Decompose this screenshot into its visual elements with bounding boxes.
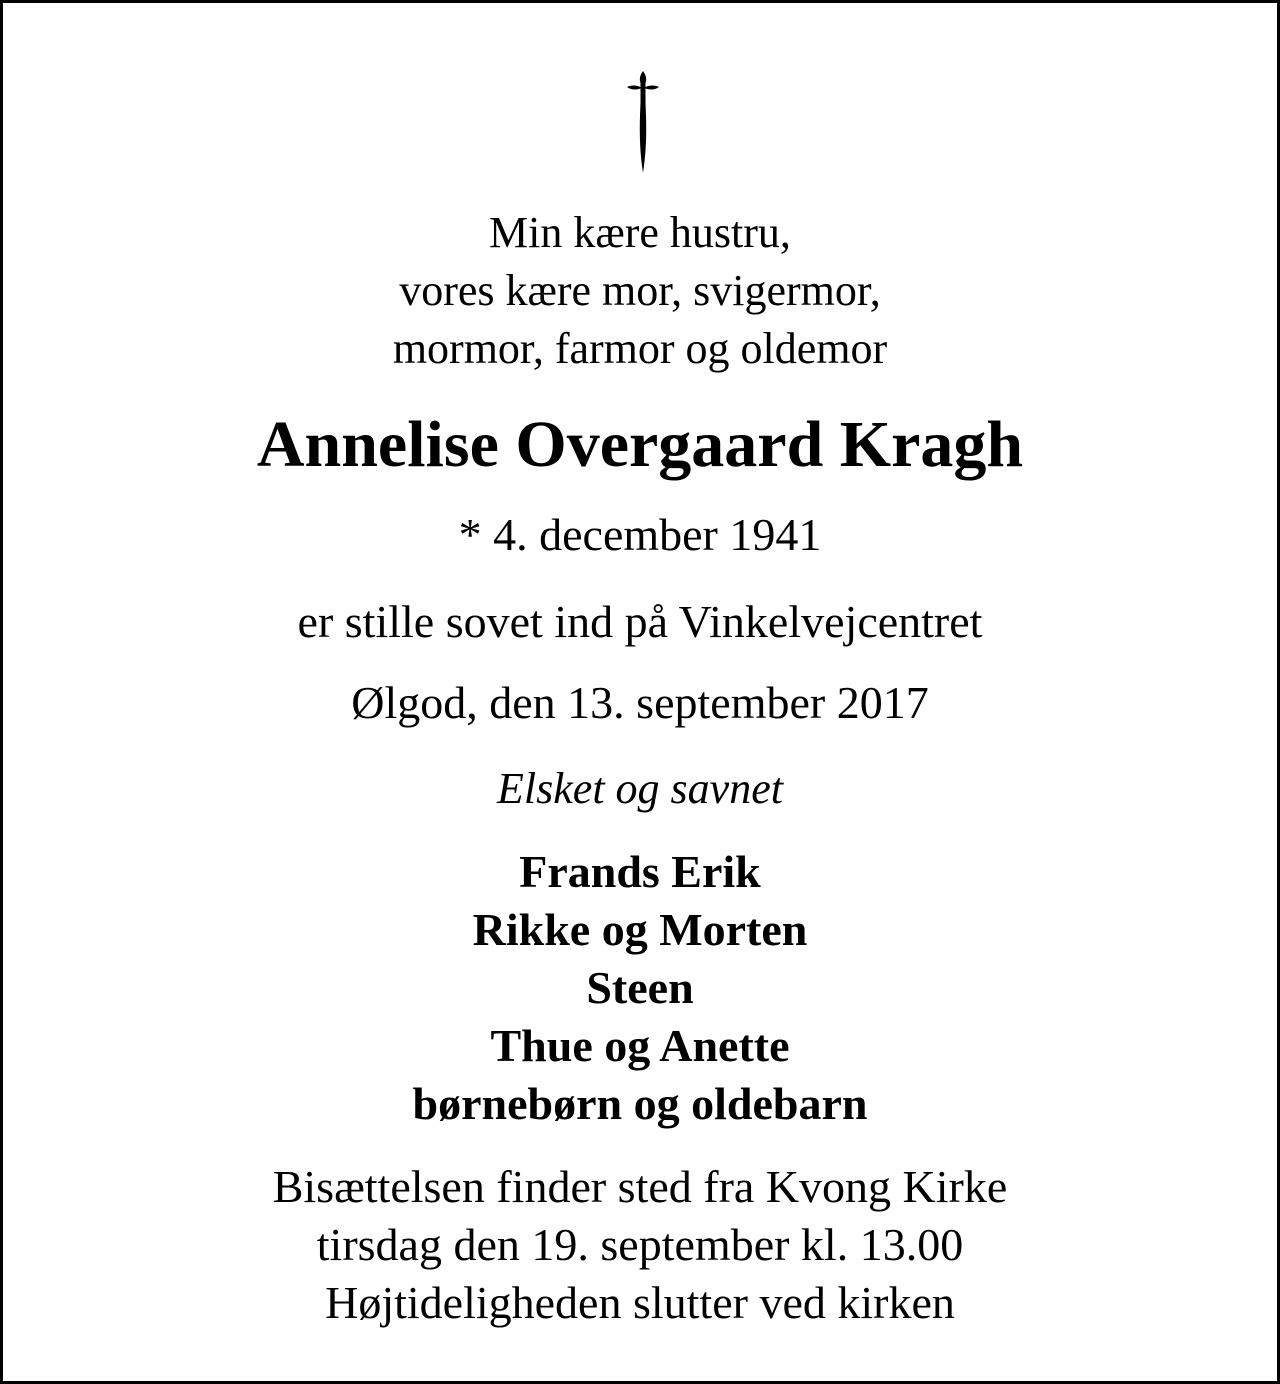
tagline: Elsket og savnet	[497, 764, 783, 813]
deceased-name: Annelise Overgaard Kragh	[256, 408, 1024, 481]
passing-text: er stille sovet ind på Vinkelvejcentret	[297, 596, 983, 647]
cross-icon	[613, 65, 673, 175]
family-line-5: børnebørn og oldebarn	[412, 1078, 868, 1129]
family-line-1: Frands Erik	[519, 846, 761, 897]
funeral-line-1: Bisættelsen finder sted fra Kvong Kirke	[272, 1161, 1008, 1212]
family-line-4: Thue og Anette	[490, 1020, 790, 1071]
intro-line-3: mormor, farmor og oldemor	[392, 324, 888, 373]
place-date: Ølgod, den 13. september 2017	[351, 677, 929, 728]
birth-date: * 4. december 1941	[458, 509, 822, 560]
family-line-3: Steen	[586, 962, 694, 1013]
family-line-2: Rikke og Morten	[472, 904, 808, 955]
intro-line-2: vores kære mor, svigermor,	[399, 266, 881, 315]
intro-line-1: Min kære hustru,	[489, 208, 791, 257]
funeral-line-3: Højtideligheden slutter ved kirken	[325, 1277, 955, 1328]
funeral-line-2: tirsdag den 19. september kl. 13.00	[316, 1219, 964, 1270]
